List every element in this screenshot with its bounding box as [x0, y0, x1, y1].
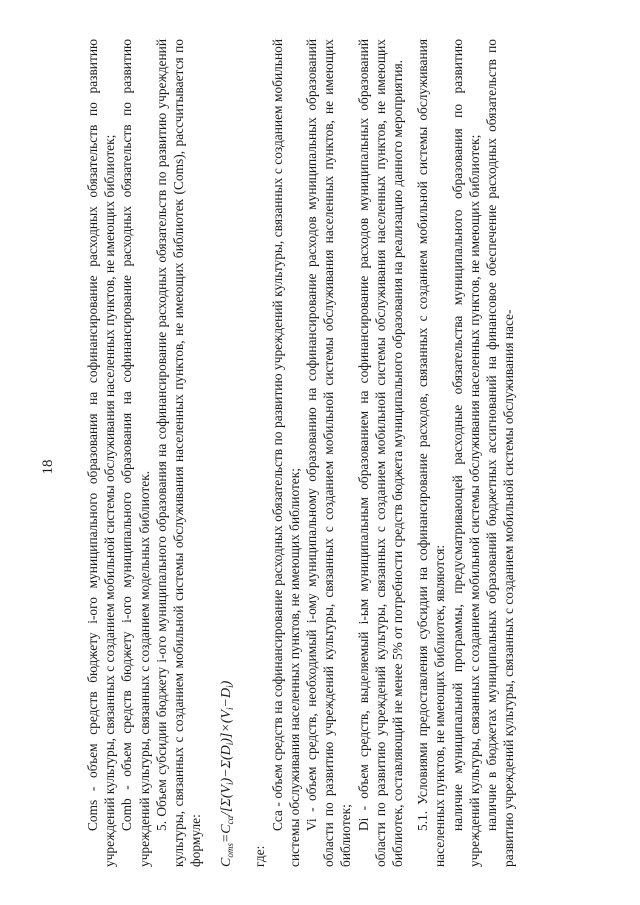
formula-graphic [213, 647, 237, 867]
page-number: 18 [40, 459, 56, 475]
where-label: где: [252, 845, 268, 867]
formula [213, 39, 243, 867]
svg-text:Coms=Cca/[Σ(Vi)−Σ(Di)]×(Vi−Di): $C_{oms}=C_{ca}/[\Sigma(V_i)-\Sigma(D_i)]\times(V_i-D_i)$ [219, 680, 236, 867]
paragraph-coms-definition: Coms - объем средств бюджету i-ого муниципального образования на софинансирование расходных обязательств по развитию учреждений культуры, связанных с созданием мобильной системы обслуживания населенных пунктов, не имеющих библиотек; [85, 39, 118, 867]
rotated-content [40, 27, 600, 877]
definition-vi: Vi - объем средств, необходимый i-ому муниципальному образованию на софинансирование расходов муниципальных образований области по развитию учреждений культуры, связанных с созданием мобильной системы обслуживания населенных пунктов, не имеющих библиотек; [304, 39, 354, 867]
condition-budget-allocations: наличие в бюджетах муниципальных образований бюджетных ассигнований на финансовое обеспечение расходных обязательств по развитию учреждений культуры, связанных с созданием мобильной системы обслуживания насе- [484, 39, 517, 867]
document-body [84, 39, 517, 867]
paragraph-comb-definition: Comb - объем средств бюджету i-ого муниципального образования на софинансирование расходных обязательств по развитию учреждений культуры, связанных с созданием модельных библиотек. [119, 39, 152, 867]
paragraph-5-1-conditions: 5.1. Условиями предоставления субсидии на софинансирование расходов, связанных с созданием мобильной системы обслуживания населенных пунктов, не имеющих библиотек, являются: [415, 39, 448, 867]
condition-municipal-program: наличие муниципальной программы, предусматривающей расходные обязательства муниципального образования по развитию учреждений культуры, связанных с созданием мобильной системы обслуживания населенных пунктов, не имеющих библиотек; [449, 39, 482, 867]
definition-cca: Cca - объем средств на софинансирование расходных обязательств по развитию учреждений культуры, связанных с созданием мобильной системы обслуживания населенных пунктов, не имеющих библиотек; [269, 39, 302, 867]
paragraph-5-subsidy: 5. Объем субсидии бюджету i-ого муниципального образования на софинансирование расходных обязательств по развитию учреждений культуры, связанных с созданием мобильной системы обслуживания населенных пунктов, не имеющих библиотек (Coms), рассчитывается по формуле: [153, 39, 204, 867]
definition-di: Di - объем средств, выделяемый i-ым муниципальным образованием на софинансирование расходов муниципальных образований области по развитию учреждений культуры, связанных с созданием мобильной системы обслуживания населенных пунктов, не имеющих библиотек, составляющий не менее 5% от потребности средств бюджета муниципального образования на реализацию данного мероприятия. [355, 39, 406, 867]
